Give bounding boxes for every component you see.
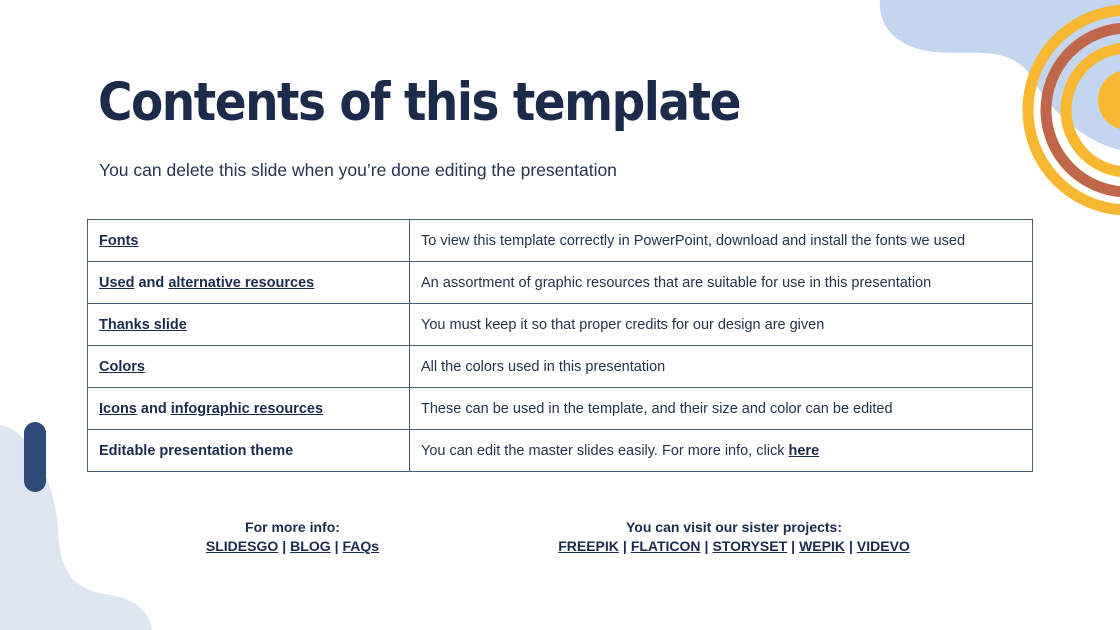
blog-link[interactable]: BLOG [290, 538, 331, 554]
colors-link[interactable]: Colors [99, 358, 145, 375]
sister-projects-block [554, 518, 914, 556]
table-row [88, 220, 1033, 262]
used-link[interactable]: Used [99, 274, 135, 291]
sister-projects-links [554, 537, 914, 556]
videvo-link[interactable]: VIDEVO [856, 538, 910, 554]
resource-cell [88, 430, 410, 472]
dark-blue-pill [24, 422, 46, 492]
table-row [88, 346, 1033, 388]
description-text: You must keep it so that proper credits for our design are given [421, 316, 825, 333]
wepik-link[interactable]: WEPIK [799, 538, 845, 554]
page-subtitle: You can delete this slide when you’re done editing the presentation [99, 160, 617, 180]
description-cell [410, 388, 1033, 430]
table-row [88, 430, 1033, 472]
more-info-links [196, 537, 389, 556]
sister-projects-heading: You can visit our sister projects: [625, 519, 843, 535]
table-row [88, 304, 1033, 346]
description-text: All the colors used in this presentation [421, 358, 666, 375]
description-cell [410, 304, 1033, 346]
description-cell [410, 430, 1033, 472]
freepik-link[interactable]: FREEPIK [558, 538, 619, 554]
link-separator: | [622, 538, 627, 554]
description-text: These can be used in the template, and their size and color can be edited [421, 400, 893, 417]
description-cell [410, 346, 1033, 388]
resource-text: and [136, 400, 171, 417]
description-text: An assortment of graphic resources that are suitable for use in this presentation [421, 274, 932, 291]
link-separator: | [282, 538, 287, 554]
resource-cell [88, 220, 410, 262]
fonts-link[interactable]: Fonts [99, 232, 139, 249]
contents-table [87, 219, 1033, 472]
icons-link[interactable]: Icons [99, 400, 137, 417]
description-cell [410, 262, 1033, 304]
link-separator: | [334, 538, 339, 554]
more-info-heading: For more info: [245, 519, 340, 535]
link-separator: | [848, 538, 853, 554]
resource-cell [88, 304, 410, 346]
storyset-link[interactable]: STORYSET [712, 538, 788, 554]
infographic-resources-link[interactable]: infographic resources [170, 400, 324, 417]
link-separator: | [791, 538, 796, 554]
description-cell [410, 220, 1033, 262]
flaticon-link[interactable]: FLATICON [630, 538, 701, 554]
contents-table-body [88, 220, 1033, 472]
more-info-block [196, 518, 389, 556]
description-text: To view this template correctly in PowerPoint, download and install the fonts we used [421, 232, 966, 249]
resource-text: and [134, 274, 169, 291]
resource-cell [88, 388, 410, 430]
description-text: You can edit the master slides easily. For more info, click [421, 442, 789, 459]
resource-text: Editable presentation theme [99, 442, 294, 459]
table-row [88, 388, 1033, 430]
thanks-slide-link[interactable]: Thanks slide [99, 316, 187, 333]
faqs-link[interactable]: FAQs [342, 538, 380, 554]
resource-cell [88, 346, 410, 388]
alternative-resources-link[interactable]: alternative resources [168, 274, 315, 291]
slidesgo-link[interactable]: SLIDESGO [205, 538, 279, 554]
page-title: Contents of this template [98, 72, 740, 134]
resource-cell [88, 262, 410, 304]
table-row [88, 262, 1033, 304]
link-separator: | [704, 538, 709, 554]
here-link[interactable]: here [788, 442, 820, 459]
